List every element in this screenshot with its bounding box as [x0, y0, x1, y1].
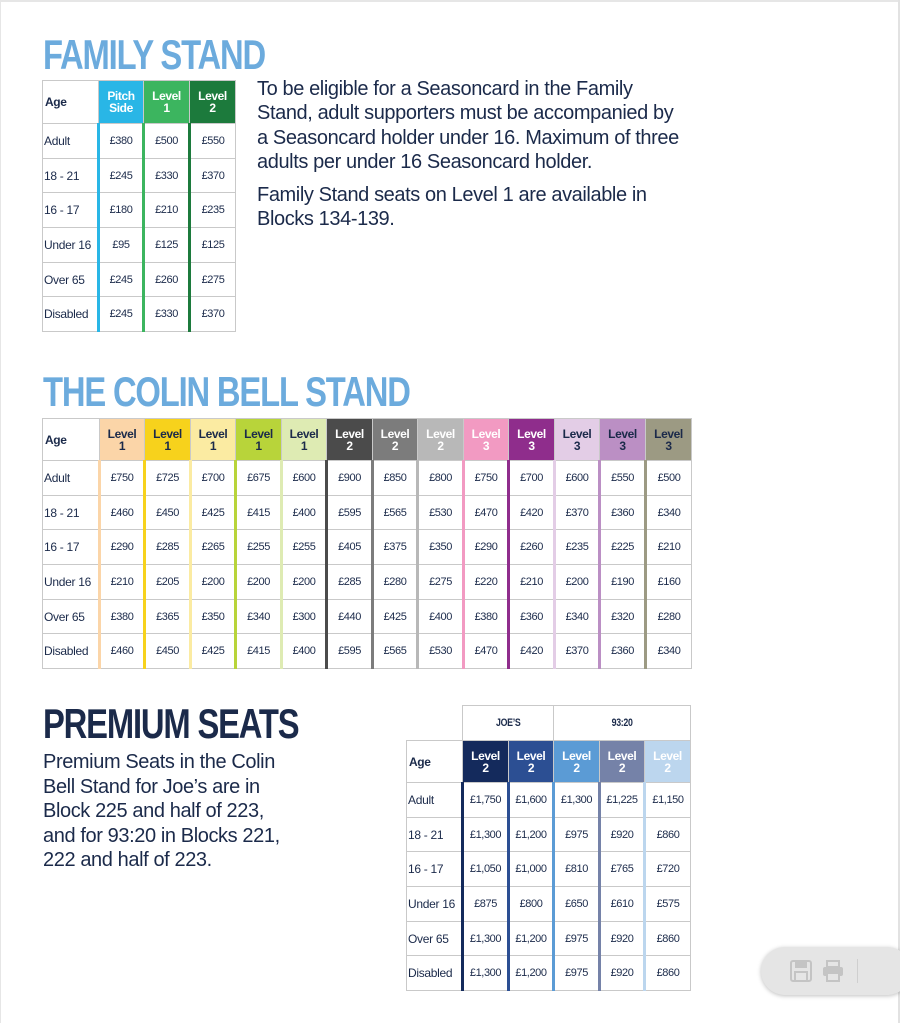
price-cell: £205: [145, 565, 191, 600]
price-cell: £850: [373, 461, 418, 496]
column-header-line2: 2: [527, 760, 535, 775]
column-header-line2: 1: [209, 438, 217, 453]
price-cell: £200: [191, 565, 236, 600]
table-row: [407, 783, 691, 818]
price-cell: £1,225: [600, 783, 645, 818]
age-cell: Over 65: [43, 599, 100, 634]
table-row: [43, 158, 236, 193]
price-cell: £420: [509, 634, 555, 669]
price-cell: £1,300: [463, 956, 509, 991]
price-cell: £750: [464, 461, 509, 496]
price-cell: £405: [327, 530, 373, 565]
column-header-line1: Level: [153, 426, 182, 441]
price-cell: £380: [100, 599, 145, 634]
price-cell: £210: [509, 565, 555, 600]
price-cell: £1,750: [463, 783, 509, 818]
joes-group-header: JOE’S: [463, 706, 554, 741]
table-row: [407, 956, 691, 991]
column-header: [373, 419, 418, 461]
price-cell: £210: [144, 193, 190, 228]
column-header-line2: 3: [665, 438, 672, 453]
price-cell: £370: [190, 297, 236, 332]
price-cell: £420: [509, 495, 555, 530]
price-cell: £200: [555, 565, 600, 600]
age-cell: Adult: [43, 124, 99, 159]
table-row: [43, 228, 236, 263]
price-cell: £565: [373, 495, 418, 530]
column-header-line2: 3: [528, 438, 535, 453]
price-cell: £425: [191, 634, 236, 669]
price-cell: £255: [236, 530, 282, 565]
price-cell: £200: [282, 565, 327, 600]
column-header: [327, 419, 373, 461]
price-cell: £290: [100, 530, 145, 565]
age-cell: Over 65: [43, 262, 99, 297]
column-header-line2: 3: [619, 438, 626, 453]
column-header-line1: Level: [335, 426, 364, 441]
price-cell: £290: [464, 530, 509, 565]
column-header-line1: Level: [198, 89, 227, 103]
price-cell: £225: [600, 530, 646, 565]
column-header-line1: Level: [607, 748, 637, 763]
column-header: [191, 419, 236, 461]
price-cell: £210: [100, 565, 145, 600]
top-border: [0, 0, 900, 2]
price-cell: £245: [99, 262, 144, 297]
family-eligibility-text: To be eligible for a Seasoncard in the Family Stand, adult supporters must be accompanied by a Seasoncard holder under 16. Maximum of three adults per under 16 Seasoncard holder.: [257, 78, 679, 173]
price-cell: £920: [600, 817, 645, 852]
price-cell: £860: [645, 921, 691, 956]
price-cell: £160: [646, 565, 692, 600]
age-column-header: Age: [43, 81, 99, 124]
price-cell: £340: [555, 599, 600, 634]
table-row: [43, 634, 692, 669]
price-cell: £125: [144, 228, 190, 263]
price-cell: £800: [418, 461, 464, 496]
column-header: [282, 419, 327, 461]
column-header: [190, 81, 236, 124]
column-header-line2: Side: [109, 101, 133, 115]
column-header: [463, 741, 509, 783]
age-cell: Under 16: [407, 887, 463, 922]
price-cell: £285: [145, 530, 191, 565]
table-row: [43, 530, 692, 565]
column-header: [509, 741, 554, 783]
price-cell: £380: [464, 599, 509, 634]
premium-corner: [407, 706, 463, 741]
price-cell: £1,000: [509, 852, 554, 887]
price-cell: £340: [236, 599, 282, 634]
column-header: [464, 419, 509, 461]
price-cell: £875: [463, 887, 509, 922]
price-cell: £1,300: [554, 783, 600, 818]
price-cell: £765: [600, 852, 645, 887]
price-cell: £400: [282, 634, 327, 669]
print-icon[interactable]: [821, 959, 845, 983]
family-blocks-text: Family Stand seats on Level 1 are available in Blocks 134-139.: [257, 184, 647, 231]
price-cell: £975: [554, 956, 600, 991]
table-row: [407, 887, 691, 922]
column-header-line2: 1: [164, 438, 171, 453]
column-header: [600, 741, 645, 783]
price-cell: £210: [646, 530, 692, 565]
price-cell: £750: [100, 461, 145, 496]
age-cell: Disabled: [43, 634, 100, 669]
price-cell: £1,300: [463, 817, 509, 852]
column-header-line1: Level: [426, 426, 455, 441]
price-cell: £610: [600, 887, 645, 922]
table-row: [43, 262, 236, 297]
price-cell: £1,200: [509, 921, 554, 956]
price-cell: £400: [282, 495, 327, 530]
price-cell: £975: [554, 817, 600, 852]
left-border: [0, 0, 1, 1023]
column-header-line2: 1: [163, 101, 170, 115]
column-header: [600, 419, 646, 461]
age-cell: 16 - 17: [43, 193, 99, 228]
age-cell: Under 16: [43, 228, 99, 263]
price-cell: £365: [145, 599, 191, 634]
price-cell: £380: [99, 124, 144, 159]
column-header-line2: 2: [618, 760, 626, 775]
column-header: [645, 741, 691, 783]
column-header-line1: Level: [517, 426, 546, 441]
price-cell: £300: [282, 599, 327, 634]
price-cell: £360: [509, 599, 555, 634]
price-cell: £470: [464, 495, 509, 530]
column-header: [646, 419, 692, 461]
column-header-line1: Level: [654, 426, 683, 441]
price-cell: £235: [190, 193, 236, 228]
price-cell: £460: [100, 495, 145, 530]
price-cell: £500: [646, 461, 692, 496]
column-header-line1: Level: [152, 89, 181, 103]
age-cell: 16 - 17: [43, 530, 100, 565]
premium-seats-price-table: [406, 705, 691, 991]
column-header-line1: Pitch: [107, 89, 135, 103]
column-header-line2: 2: [437, 438, 444, 453]
price-cell: £565: [373, 634, 418, 669]
price-cell: £1,600: [509, 783, 554, 818]
column-header: [554, 741, 600, 783]
column-header-line1: Level: [653, 748, 682, 763]
price-cell: £920: [600, 921, 645, 956]
price-cell: £350: [418, 530, 464, 565]
93-20-group-header: 93:20: [554, 706, 691, 741]
column-header-line1: Level: [107, 426, 137, 441]
age-cell: 18 - 21: [43, 158, 99, 193]
price-cell: £340: [646, 634, 692, 669]
price-cell: £275: [418, 565, 464, 600]
table-row: [43, 565, 692, 600]
column-header: [144, 81, 190, 124]
age-cell: Over 65: [407, 921, 463, 956]
column-header: [100, 419, 145, 461]
price-cell: £220: [464, 565, 509, 600]
save-icon[interactable]: [789, 959, 813, 983]
price-cell: £330: [144, 158, 190, 193]
column-header: [555, 419, 600, 461]
price-cell: £255: [282, 530, 327, 565]
price-cell: £375: [373, 530, 418, 565]
age-cell: Disabled: [407, 956, 463, 991]
price-cell: £530: [418, 634, 464, 669]
column-header-line1: Level: [380, 426, 410, 441]
column-header: [509, 419, 555, 461]
column-header-line1: Level: [608, 426, 637, 441]
price-cell: £415: [236, 495, 282, 530]
price-cell: £860: [645, 817, 691, 852]
premium-seats-text: Premium Seats in the Colin Bell Stand for Joe’s are in Block 225 and half of 223, and for 93:20 in Blocks 221, 222 and half of 223.: [43, 751, 280, 871]
price-cell: £810: [554, 852, 600, 887]
price-cell: £700: [191, 461, 236, 496]
column-header-line2: 1: [255, 438, 262, 453]
price-cell: £450: [145, 495, 191, 530]
price-cell: £920: [600, 956, 645, 991]
age-cell: Under 16: [43, 565, 100, 600]
column-header-line1: Level: [516, 748, 546, 763]
price-cell: £530: [418, 495, 464, 530]
price-cell: £400: [418, 599, 464, 634]
age-column-header: Age: [407, 741, 463, 783]
price-cell: £650: [554, 887, 600, 922]
table-row: [407, 921, 691, 956]
column-header: [236, 419, 282, 461]
price-cell: £600: [555, 461, 600, 496]
price-cell: £550: [190, 124, 236, 159]
price-cell: £275: [190, 262, 236, 297]
price-cell: £675: [236, 461, 282, 496]
price-cell: £330: [144, 297, 190, 332]
price-cell: £800: [509, 887, 554, 922]
price-cell: £450: [145, 634, 191, 669]
age-cell: Disabled: [43, 297, 99, 332]
price-cell: £260: [509, 530, 555, 565]
price-cell: £285: [327, 565, 373, 600]
price-cell: £245: [99, 158, 144, 193]
price-cell: £95: [99, 228, 144, 263]
column-header: [418, 419, 464, 461]
price-cell: £245: [99, 297, 144, 332]
toolbar-divider: [857, 959, 858, 983]
price-cell: £350: [191, 599, 236, 634]
table-row: [43, 193, 236, 228]
column-header-line2: 2: [346, 438, 353, 453]
floating-toolbar: [761, 947, 900, 995]
price-cell: £725: [145, 461, 191, 496]
family-stand-title: FAMILY STAND: [43, 31, 265, 78]
table-row: [407, 817, 691, 852]
price-cell: £460: [100, 634, 145, 669]
age-cell: Adult: [407, 783, 463, 818]
column-header-line1: Level: [244, 426, 273, 441]
column-header-line1: Level: [198, 426, 228, 441]
price-cell: £700: [509, 461, 555, 496]
column-header-line1: Level: [471, 748, 500, 763]
age-cell: 18 - 21: [43, 495, 100, 530]
price-cell: £265: [191, 530, 236, 565]
price-cell: £595: [327, 634, 373, 669]
age-column-header: Age: [43, 419, 100, 461]
age-cell: 18 - 21: [407, 817, 463, 852]
price-cell: £180: [99, 193, 144, 228]
price-cell: £425: [373, 599, 418, 634]
table-row: [43, 495, 692, 530]
price-cell: £370: [555, 634, 600, 669]
price-cell: £360: [600, 634, 646, 669]
column-header-line2: 2: [209, 101, 216, 115]
column-header-line2: 2: [391, 438, 399, 453]
colin-bell-price-table: [42, 418, 692, 669]
table-row: [43, 461, 692, 496]
column-header-line2: 1: [300, 438, 308, 453]
price-cell: £575: [645, 887, 691, 922]
column-header-line1: Level: [562, 426, 592, 441]
price-cell: £415: [236, 634, 282, 669]
price-cell: £360: [600, 495, 646, 530]
price-cell: £425: [191, 495, 236, 530]
price-cell: £340: [646, 495, 692, 530]
column-header: [99, 81, 144, 124]
table-row: [407, 852, 691, 887]
price-cell: £1,300: [463, 921, 509, 956]
column-header-line1: Level: [562, 748, 591, 763]
price-cell: £860: [645, 956, 691, 991]
column-header-line2: 2: [664, 760, 671, 775]
price-cell: £1,200: [509, 956, 554, 991]
price-cell: £500: [144, 124, 190, 159]
column-header-line1: Level: [289, 426, 319, 441]
price-cell: £470: [464, 634, 509, 669]
column-header-line1: Level: [471, 426, 501, 441]
price-cell: £600: [282, 461, 327, 496]
table-row: [43, 599, 692, 634]
price-cell: £1,050: [463, 852, 509, 887]
price-cell: £1,200: [509, 817, 554, 852]
column-header-line2: 3: [573, 438, 581, 453]
price-cell: £280: [646, 599, 692, 634]
price-cell: £370: [555, 495, 600, 530]
price-cell: £260: [144, 262, 190, 297]
price-cell: £1,150: [645, 783, 691, 818]
price-cell: £595: [327, 495, 373, 530]
price-cell: £370: [190, 158, 236, 193]
price-cell: £440: [327, 599, 373, 634]
column-header-line2: 1: [118, 438, 126, 453]
price-cell: £235: [555, 530, 600, 565]
premium-seats-title: PREMIUM SEATS: [43, 700, 299, 747]
age-cell: Adult: [43, 461, 100, 496]
column-header-line2: 2: [482, 760, 489, 775]
price-cell: £190: [600, 565, 646, 600]
family-stand-price-table: [42, 80, 236, 332]
price-cell: £550: [600, 461, 646, 496]
colin-bell-stand-title: THE COLIN BELL STAND: [43, 368, 410, 415]
price-cell: £320: [600, 599, 646, 634]
table-row: [43, 124, 236, 159]
price-cell: £200: [236, 565, 282, 600]
price-cell: £975: [554, 921, 600, 956]
price-cell: £280: [373, 565, 418, 600]
column-header: [145, 419, 191, 461]
column-header-line2: 2: [573, 760, 580, 775]
table-row: [43, 297, 236, 332]
price-cell: £720: [645, 852, 691, 887]
age-cell: 16 - 17: [407, 852, 463, 887]
price-cell: £900: [327, 461, 373, 496]
column-header-line2: 3: [482, 438, 490, 453]
price-cell: £125: [190, 228, 236, 263]
